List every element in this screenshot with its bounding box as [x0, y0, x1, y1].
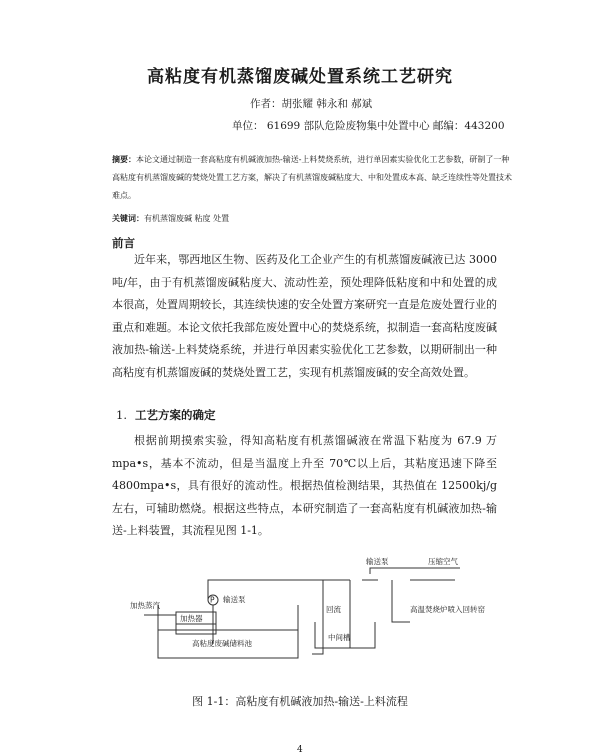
compressed-air-label: 压缩空气	[428, 557, 458, 566]
heater-box-lower	[176, 624, 216, 634]
abstract-text: 本论文通过制造一套高粘度有机碱液加热-输送-上料焚烧系统，进行单因素实验优化工艺参数，研制了一种高粘度有机蒸馏废碱的焚烧处置工艺方案，解决了有机蒸馏废碱粘度大、中和处置成本高、缺乏连续性等处置技术难点。	[112, 155, 512, 200]
storage-pool-label: 高粘度废碱储料池	[192, 639, 252, 648]
heater-label: 加热器	[180, 614, 203, 623]
incinerator-label: 高温焚烧炉喷入回转窑	[410, 605, 485, 614]
pump2-label: 输送泵	[366, 557, 389, 566]
return-pipe	[312, 580, 323, 654]
keywords	[112, 213, 229, 224]
keywords-text: 有机蒸馏废碱 粘度 处置	[144, 214, 230, 223]
section-1-number: 1.	[116, 408, 127, 422]
affiliation-line: 单位： 61699 部队危险废物集中处置中心 邮编：443200	[232, 120, 505, 132]
pump2-line	[370, 568, 460, 574]
incinerator-feed-line	[392, 580, 410, 622]
process-flow-diagram	[110, 552, 510, 677]
authors-line: 作者：胡张耀 韩永和 郝斌	[250, 98, 373, 110]
pump-symbol: P	[210, 595, 215, 605]
return-label: 回流	[326, 605, 341, 614]
intro-paragraph: 近年来，鄂西地区生物、医药及化工企业产生的有机蒸馏废碱液已达 3000 吨/年，由于有机蒸馏废碱粘度大、流动性差，预处理降低粘度和中和处置的成本很高，处置周期较长，其连续快速的安全处置方案研究一直是危废处置行业的重点和难题。本论文依托我部危废处置中心的焚烧系统，拟制造一套高粘度废碱液加热-输送-上料焚烧系统，并进行单因素实验优化工艺参数，以期研制出一种高粘度有机蒸馏废碱的焚烧处置工艺，实现有机蒸馏废碱的安全高效处置。	[112, 253, 497, 379]
abstract-label: 摘要：	[112, 154, 136, 164]
heating-steam-label: 加热蒸汽	[130, 601, 160, 610]
figure-caption: 图 1-1：高粘度有机碱液加热-输送-上料流程	[192, 695, 408, 708]
paper-title: 高粘度有机蒸馏废碱处置系统工艺研究	[147, 67, 453, 87]
intermediate-tank-label: 中间槽	[328, 633, 351, 642]
section-1-heading	[116, 407, 215, 423]
pump-label: 输送泵	[223, 595, 246, 604]
keywords-label: 关键词：	[112, 213, 144, 223]
intro-heading: 前言	[112, 236, 135, 250]
page-number: 4	[297, 745, 303, 755]
abstract	[112, 150, 512, 205]
storage-pool	[158, 605, 298, 658]
section-1-paragraph: 根据前期摸索实验，得知高粘度有机蒸馏碱液在常温下粘度为 67.9 万 mpa•s，基本不流动，但是当温度上升至 70℃以上后，其粘度迅速下降至 4800mpa•s，具有很好的流动性。根据热值检测结果，其热值在 12500kj/g 左右，可辅助燃烧。根据这些特点，本研究制造了一套高粘度有机碱液加热-输送-上料装置，其流程见图 1-1。	[112, 434, 497, 537]
section-1-title: 工艺方案的确定	[134, 408, 216, 422]
